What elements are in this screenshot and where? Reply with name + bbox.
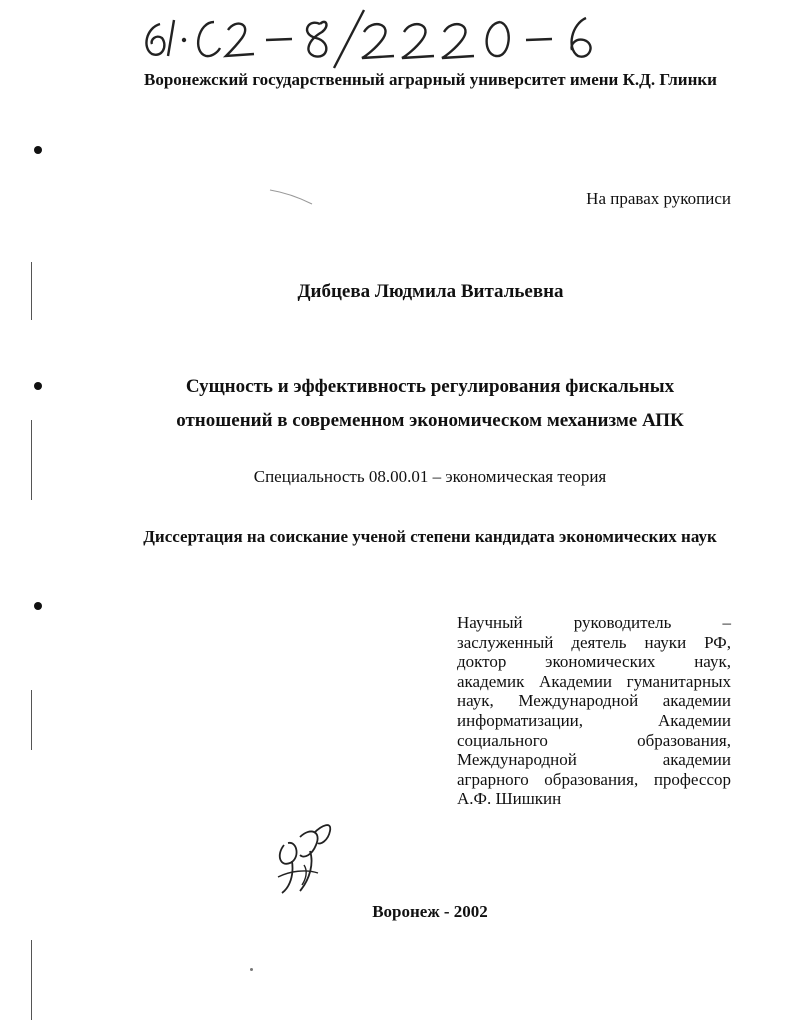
advisor-line: аграрного образования, профессор [457, 769, 731, 789]
advisor-line: академик Академии гуманитарных [457, 671, 731, 691]
punch-hole-mark [34, 382, 42, 390]
degree-statement: Диссертация на соискание ученой степени кандидата экономических наук [143, 527, 717, 546]
scientific-advisor [457, 613, 731, 809]
city-year: Воронеж - 2002 [372, 902, 488, 921]
handwritten-archive-code [132, 4, 602, 70]
author-name: Дибцева Людмила Витальевна [297, 281, 564, 302]
advisor-line: наук, Международной академии [457, 691, 731, 711]
advisor-line: Международной академии [457, 750, 731, 770]
punch-hole-mark [34, 146, 42, 154]
advisor-line: информатизации, Академии [457, 710, 731, 730]
scan-margin-line [31, 420, 32, 500]
scan-speck [250, 968, 253, 971]
advisor-line: социального образования, [457, 730, 731, 750]
advisor-line: Научный руководитель – [457, 613, 731, 632]
rights-note: На правах рукописи [586, 189, 731, 208]
scan-margin-line [31, 940, 32, 1020]
advisor-line: доктор экономических наук, [457, 652, 731, 672]
university-name: Воронежский государственный аграрный университет имени К.Д. Глинки [144, 70, 717, 89]
scan-margin-line [31, 262, 32, 320]
specialty: Специальность 08.00.01 – экономическая теория [253, 467, 607, 486]
dissertation-title [130, 370, 730, 438]
signature [270, 815, 340, 900]
scan-margin-line [31, 690, 32, 750]
title-line: отношений в современном экономическом механизме АПК [176, 410, 684, 431]
advisor-line: заслуженный деятель науки РФ, [457, 632, 731, 652]
title-line: Сущность и эффективность регулирования фискальных [185, 376, 675, 397]
punch-hole-mark [34, 602, 42, 610]
scan-smudge [268, 186, 316, 208]
advisor-line: А.Ф. Шишкин [457, 789, 562, 809]
